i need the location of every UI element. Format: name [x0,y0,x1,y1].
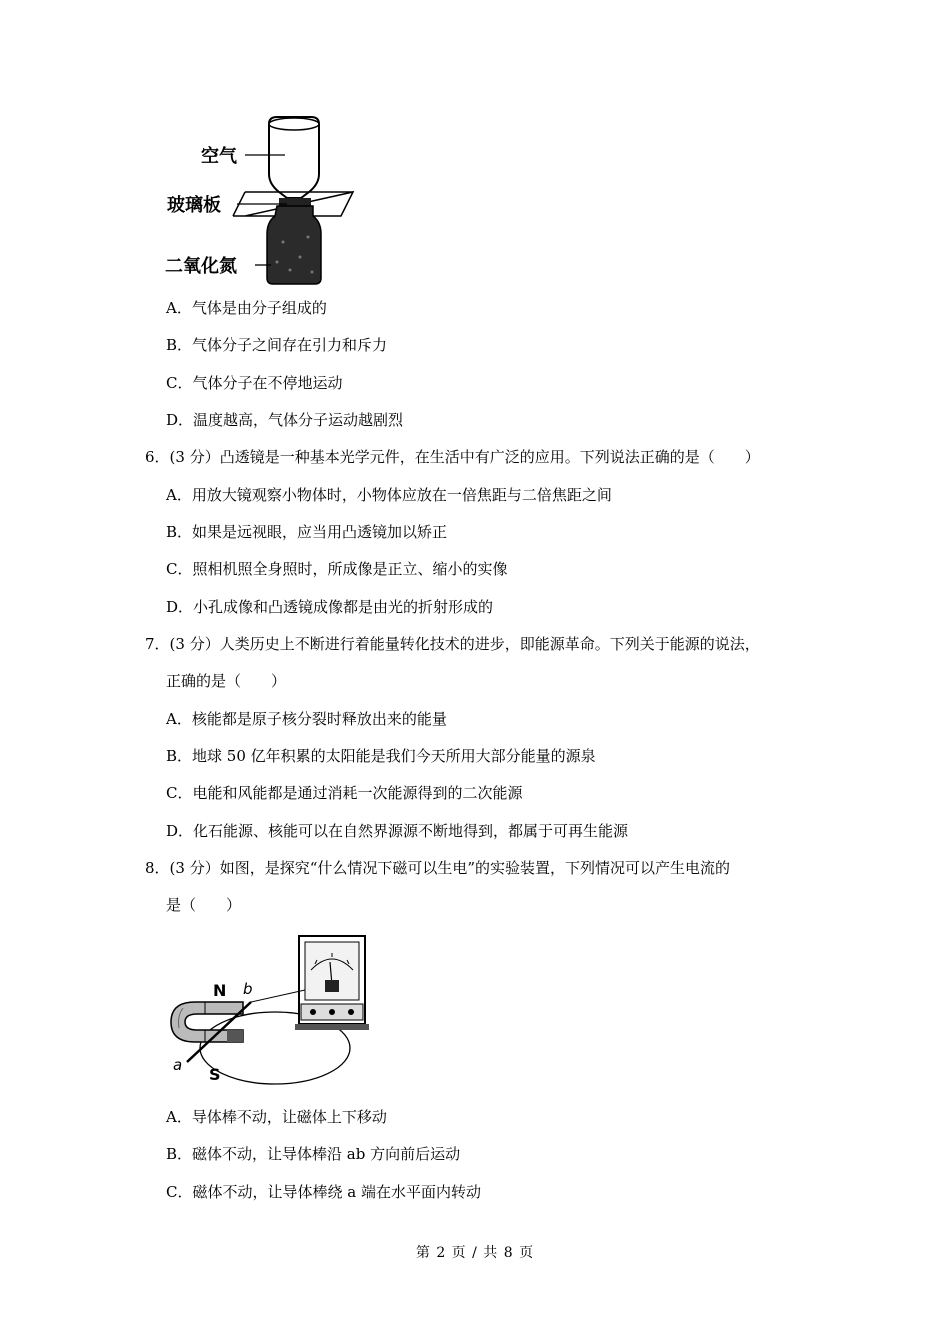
q5-option-c[interactable]: C．气体分子在不停地运动 [166,374,343,392]
galvanometer [295,936,369,1030]
q8-option-a[interactable]: A．导体棒不动，让磁体上下移动 [166,1108,387,1126]
label-a: a [173,1056,183,1074]
label-n: N [213,981,227,1000]
q7-option-a[interactable]: A．核能都是原子核分裂时释放出来的能量 [166,710,447,728]
q8-stem: 8．(3 分）如图，是探究“什么情况下磁可以生电”的实验装置，下列情况可以产生电流的 [145,859,731,877]
q6-option-a[interactable]: A．用放大镜观察小物体时，小物体应放在一倍焦距与二倍焦距之间 [166,486,612,504]
label-nitrogen-dioxide: 二氧化氮 [165,256,237,277]
q7-option-c[interactable]: C．电能和风能都是通过消耗一次能源得到的二次能源 [166,784,523,802]
label-glass-plate: 玻璃板 [167,195,221,216]
label-b: b [243,980,253,998]
q6-option-d[interactable]: D．小孔成像和凸透镜成像都是由光的折射形成的 [166,598,494,616]
q8-option-b[interactable]: B．磁体不动，让导体棒沿 ab 方向前后运动 [166,1145,461,1163]
diffusion-experiment-figure [165,112,365,292]
induction-apparatus-figure [165,930,375,1088]
q7-stem-continued: 正确的是（ ） [166,672,287,690]
q7-stem: 7．(3 分）人类历史上不断进行着能量转化技术的进步，即能源革命。下列关于能源的说法， [145,635,760,653]
no2-bottle [267,198,321,284]
q8-stem-continued: 是（ ） [166,896,242,914]
label-s: S [209,1065,221,1084]
q6-option-c[interactable]: C．照相机照全身照时，所成像是正立、缩小的实像 [166,560,508,578]
q8-option-c[interactable]: C．磁体不动，让导体棒绕 a 端在水平面内转动 [166,1183,481,1201]
horseshoe-magnet [171,1002,243,1042]
q7-option-d[interactable]: D．化石能源、核能可以在自然界源源不断地得到，都属于可再生能源 [166,822,629,840]
q7-option-b[interactable]: B．地球 50 亿年积累的太阳能是我们今天所用大部分能量的源泉 [166,747,596,765]
page-footer: 第 2 页 / 共 8 页 [415,1245,535,1261]
q5-option-d[interactable]: D．温度越高，气体分子运动越剧烈 [166,411,404,429]
q5-option-a[interactable]: A．气体是由分子组成的 [166,299,327,317]
air-bottle [269,117,319,198]
q5-option-b[interactable]: B．气体分子之间存在引力和斥力 [166,336,388,354]
q6-option-b[interactable]: B．如果是远视眼，应当用凸透镜加以矫正 [166,523,448,541]
label-air: 空气 [201,146,237,167]
q6-stem: 6．(3 分）凸透镜是一种基本光学元件，在生活中有广泛的应用。下列说法正确的是（ ） [145,448,760,466]
